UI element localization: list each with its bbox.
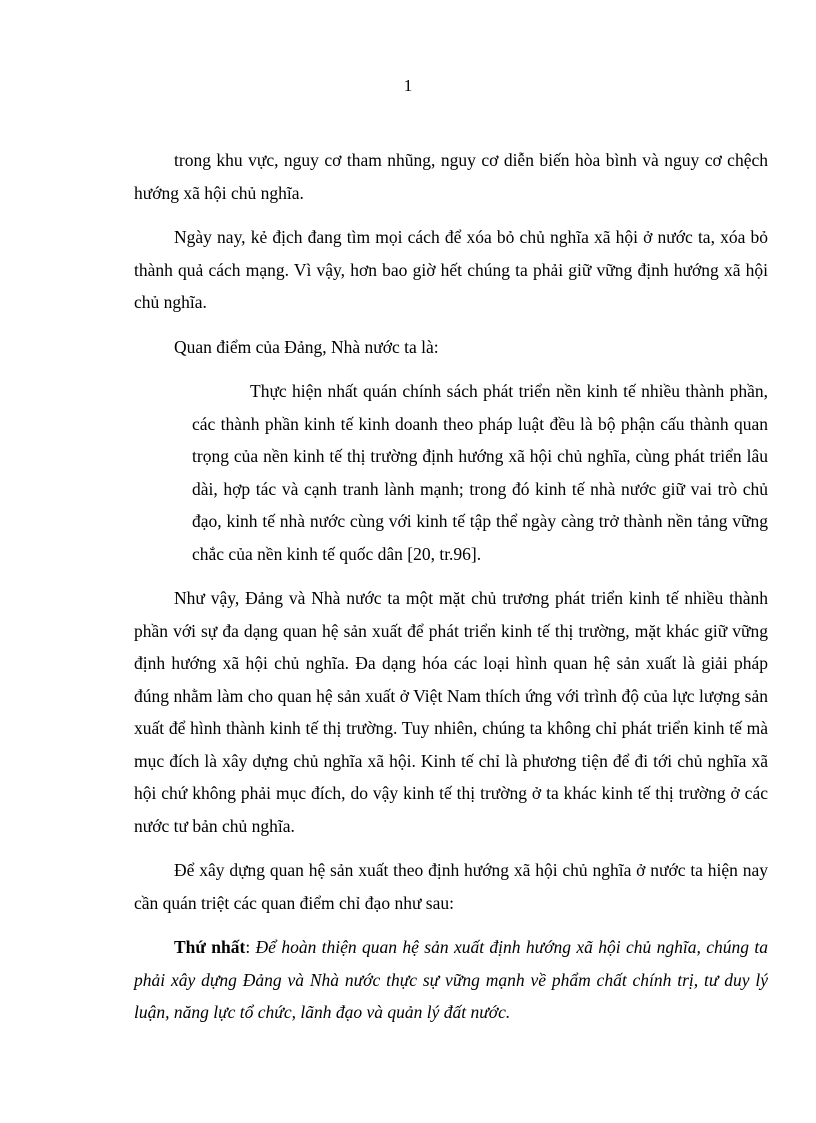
paragraph-1: trong khu vực, nguy cơ tham nhũng, nguy cơ diễn biến hòa bình và nguy cơ chệch hướng xã hội chủ nghĩa. <box>134 150 768 203</box>
page-number: 1 <box>403 76 413 95</box>
first-point-label: Thứ nhất <box>174 937 246 957</box>
first-point-text: Để hoàn thiện quan hệ sản xuất định hướng xã hội chủ nghĩa, chúng ta phải xây dựng Đảng và Nhà nước thực sự vững mạnh về phẩm chất chính trị, tư duy lý luận, năng lực tổ chức, lãnh đạo và quản lý đất nước. <box>134 937 768 1022</box>
paragraph-4: Như vậy, Đảng và Nhà nước ta một mặt chủ trương phát triển kinh tế nhiều thành phần với sự đa dạng quan hệ sản xuất để phát triển kinh tế thị trường, mặt khác giữ vững định hướng xã hội chủ nghĩa. Đa dạng hóa các loại hình quan hệ sản xuất là giải pháp đúng nhằm làm cho quan hệ sản xuất ở Việt Nam thích ứng với trình độ của lực lượng sản xuất để hình thành kinh tế thị trường. Tuy nhiên, chúng ta không chỉ phát triển kinh tế mà mục đích là xây dựng chủ nghĩa xã hội. Kinh tế chỉ là phương tiện để đi tới chủ nghĩa xã hội chứ không phải mục đích, do vậy kinh tế thị trường ở ta khác kinh tế thị trường ở các nước tư bản chủ nghĩa. <box>134 588 768 836</box>
paragraph-3: Quan điểm của Đảng, Nhà nước ta là: <box>174 336 439 357</box>
paragraph-5: Để xây dựng quan hệ sản xuất theo định hướng xã hội chủ nghĩa ở nước ta hiện nay cần quán triệt các quan điểm chỉ đạo như sau: <box>134 860 768 913</box>
document-body <box>134 144 768 1041</box>
paragraph-2: Ngày nay, kẻ địch đang tìm mọi cách để xóa bỏ chủ nghĩa xã hội ở nước ta, xóa bỏ thành quả cách mạng. Vì vậy, hơn bao giờ hết chúng ta phải giữ vững định hướng xã hội chủ nghĩa. <box>134 227 768 312</box>
label-separator: : <box>245 937 256 957</box>
block-quote: Thực hiện nhất quán chính sách phát triển nền kinh tế nhiều thành phần, các thành phần kinh tế kinh doanh theo pháp luật đều là bộ phận cấu thành quan trọng của nền kinh tế thị trường định hướng xã hội chủ nghĩa, cùng phát triển lâu dài, hợp tác và cạnh tranh lành mạnh; trong đó kinh tế nhà nước giữ vai trò chủ đạo, kinh tế nhà nước cùng với kinh tế tập thể ngày càng trở thành nền tảng vững chắc của nền kinh tế quốc dân [20, tr.96]. <box>192 381 768 564</box>
paragraph-6 <box>134 931 768 1029</box>
